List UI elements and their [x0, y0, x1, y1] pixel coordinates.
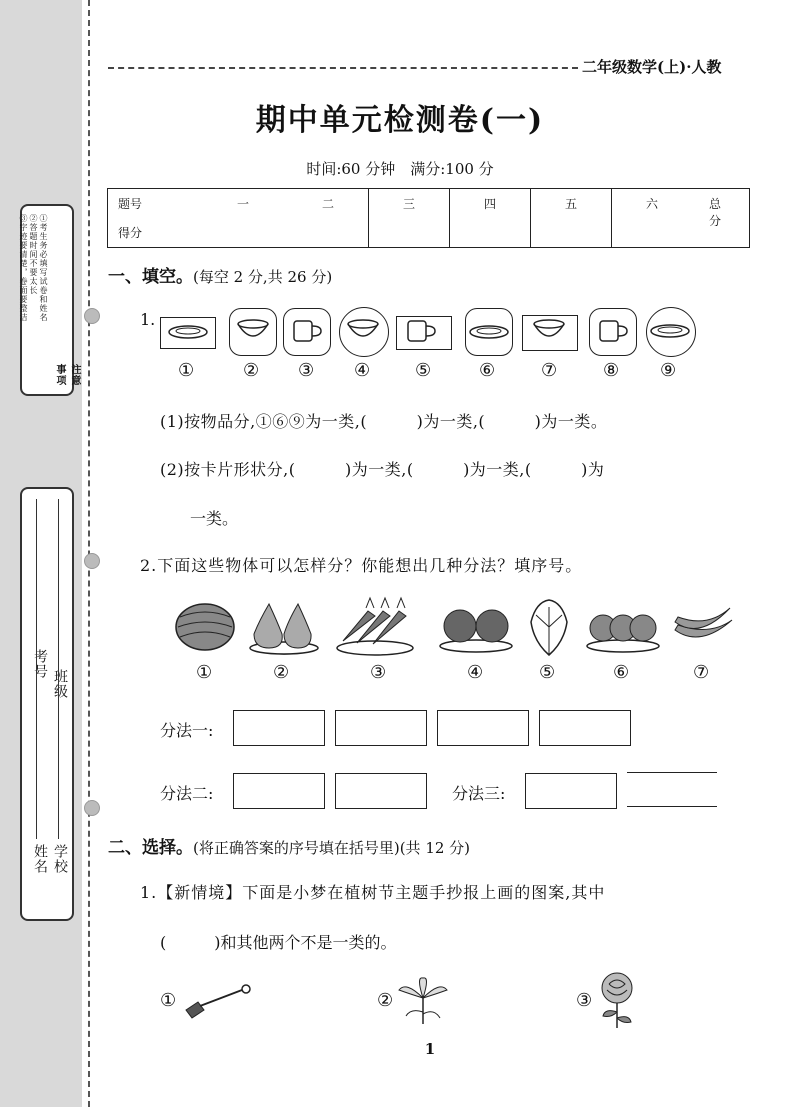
info-box	[20, 487, 74, 921]
binding-hole	[84, 553, 100, 569]
section2-note: (将正确答案的序号填在括号里)(共 12 分)	[193, 839, 471, 857]
cup-icon	[291, 318, 325, 344]
method1-label: 分法一:	[160, 721, 214, 740]
s2-option-1-label: ①	[160, 990, 177, 1011]
plate-icon	[467, 322, 511, 342]
name-line	[36, 499, 37, 839]
method1-box-3[interactable]	[437, 710, 529, 746]
method1-box-1[interactable]	[233, 710, 325, 746]
q1-label-2: ②	[243, 360, 260, 381]
school-line	[58, 499, 59, 839]
score-col-3: 三	[369, 189, 450, 248]
s2-q1-line2: ( )和其他两个不是一类的。	[160, 933, 397, 952]
apples-icon	[583, 598, 663, 656]
score-col-6: 六	[612, 189, 693, 248]
page-title: 期中单元检测卷(一)	[255, 103, 545, 138]
q2-label-5: ⑤	[539, 662, 556, 683]
score-table	[107, 188, 750, 248]
q2-label-2: ②	[273, 662, 290, 683]
method2-label: 分法二:	[160, 784, 214, 803]
q1-part1: (1)按物品分,①⑥⑨为一类,( )为一类,( )为一类。	[160, 412, 608, 431]
q1-label-8: ⑧	[603, 360, 620, 381]
watermelon-icon	[174, 602, 236, 652]
section1-note: (每空 2 分,共 26 分)	[193, 268, 333, 286]
q1-label-1: ①	[178, 360, 195, 381]
header-dash-line	[108, 67, 578, 69]
shovel-icon	[178, 984, 254, 1020]
note-2: ②答题时间不要太长	[29, 214, 38, 295]
score-col-5: 五	[531, 189, 612, 248]
tomatoes-icon	[436, 600, 516, 656]
q1-part2-cont: 一类。	[190, 509, 239, 528]
q2-text: 2.下面这些物体可以怎样分？你能想出几种分法？填序号。	[140, 556, 583, 575]
note-1: ①考生务必填写试卷和姓名	[39, 214, 48, 322]
score-row-label: 得分	[108, 218, 369, 248]
binding-hole	[84, 308, 100, 324]
q1-label-7: ⑦	[541, 360, 558, 381]
notes-title: 注意事项	[54, 364, 80, 386]
cup-icon	[405, 318, 439, 344]
score-col-total: 总分	[692, 189, 750, 248]
page-number: 1	[424, 1040, 436, 1058]
method3-line-bottom	[627, 806, 717, 807]
binding-hole	[84, 800, 100, 816]
lily-flower-icon	[396, 976, 450, 1026]
plate-icon	[648, 321, 692, 341]
q1-label-3: ③	[298, 360, 315, 381]
q1-label-9: ⑨	[660, 360, 677, 381]
s2-q1-line1: 1.【新情境】下面是小梦在植树节主题手抄报上画的图案,其中	[140, 883, 606, 902]
q1-label-4: ④	[354, 360, 371, 381]
method2-box-1[interactable]	[233, 773, 325, 809]
field-name: 姓名	[32, 844, 48, 874]
bowl-icon	[236, 318, 270, 344]
time-info: 时间:60 分钟 满分:100 分	[306, 160, 494, 178]
q1-part2: (2)按卡片形状分,( )为一类,( )为一类,( )为	[160, 460, 605, 479]
score-header-label: 题号	[108, 189, 199, 219]
field-exam-no: 考号	[32, 649, 48, 679]
pears-icon	[244, 596, 324, 658]
rose-flower-icon	[595, 970, 639, 1030]
method1-box-2[interactable]	[335, 710, 427, 746]
section2-title: 二、选择。	[108, 838, 193, 858]
subject-label: 二年级数学(上)·人教	[582, 58, 722, 76]
field-school: 学校	[52, 844, 68, 874]
bowl-icon	[532, 318, 566, 344]
cup-icon	[597, 318, 631, 344]
score-col-1: 一	[198, 189, 288, 219]
method3-line-top	[627, 772, 717, 773]
q1-label-6: ⑥	[479, 360, 496, 381]
note-3: ③字迹要清楚，卷面要整洁	[19, 214, 28, 322]
q2-label-6: ⑥	[613, 662, 630, 683]
field-class: 班级	[52, 669, 68, 699]
bananas-icon	[670, 600, 736, 650]
q1-number: 1.	[140, 310, 156, 329]
section2-heading	[108, 833, 470, 858]
plate-icon	[166, 322, 210, 342]
score-col-4: 四	[450, 189, 531, 248]
score-col-2: 二	[288, 189, 369, 219]
bowl-icon	[346, 318, 380, 344]
method2-box-2[interactable]	[335, 773, 427, 809]
section1-heading	[108, 262, 332, 287]
method3-box-1[interactable]	[525, 773, 617, 809]
notes-box	[19, 204, 80, 396]
carrots-icon	[333, 596, 417, 658]
s2-option-2-label: ②	[377, 990, 394, 1011]
cabbage-icon	[526, 597, 572, 657]
s2-option-3-label: ③	[576, 990, 593, 1011]
q2-label-1: ①	[196, 662, 213, 683]
q2-label-3: ③	[370, 662, 387, 683]
q2-label-7: ⑦	[693, 662, 710, 683]
section1-title: 一、填空。	[108, 267, 193, 287]
q2-label-4: ④	[467, 662, 484, 683]
method3-label: 分法三:	[452, 784, 506, 803]
method1-box-4[interactable]	[539, 710, 631, 746]
q1-label-5: ⑤	[415, 360, 432, 381]
